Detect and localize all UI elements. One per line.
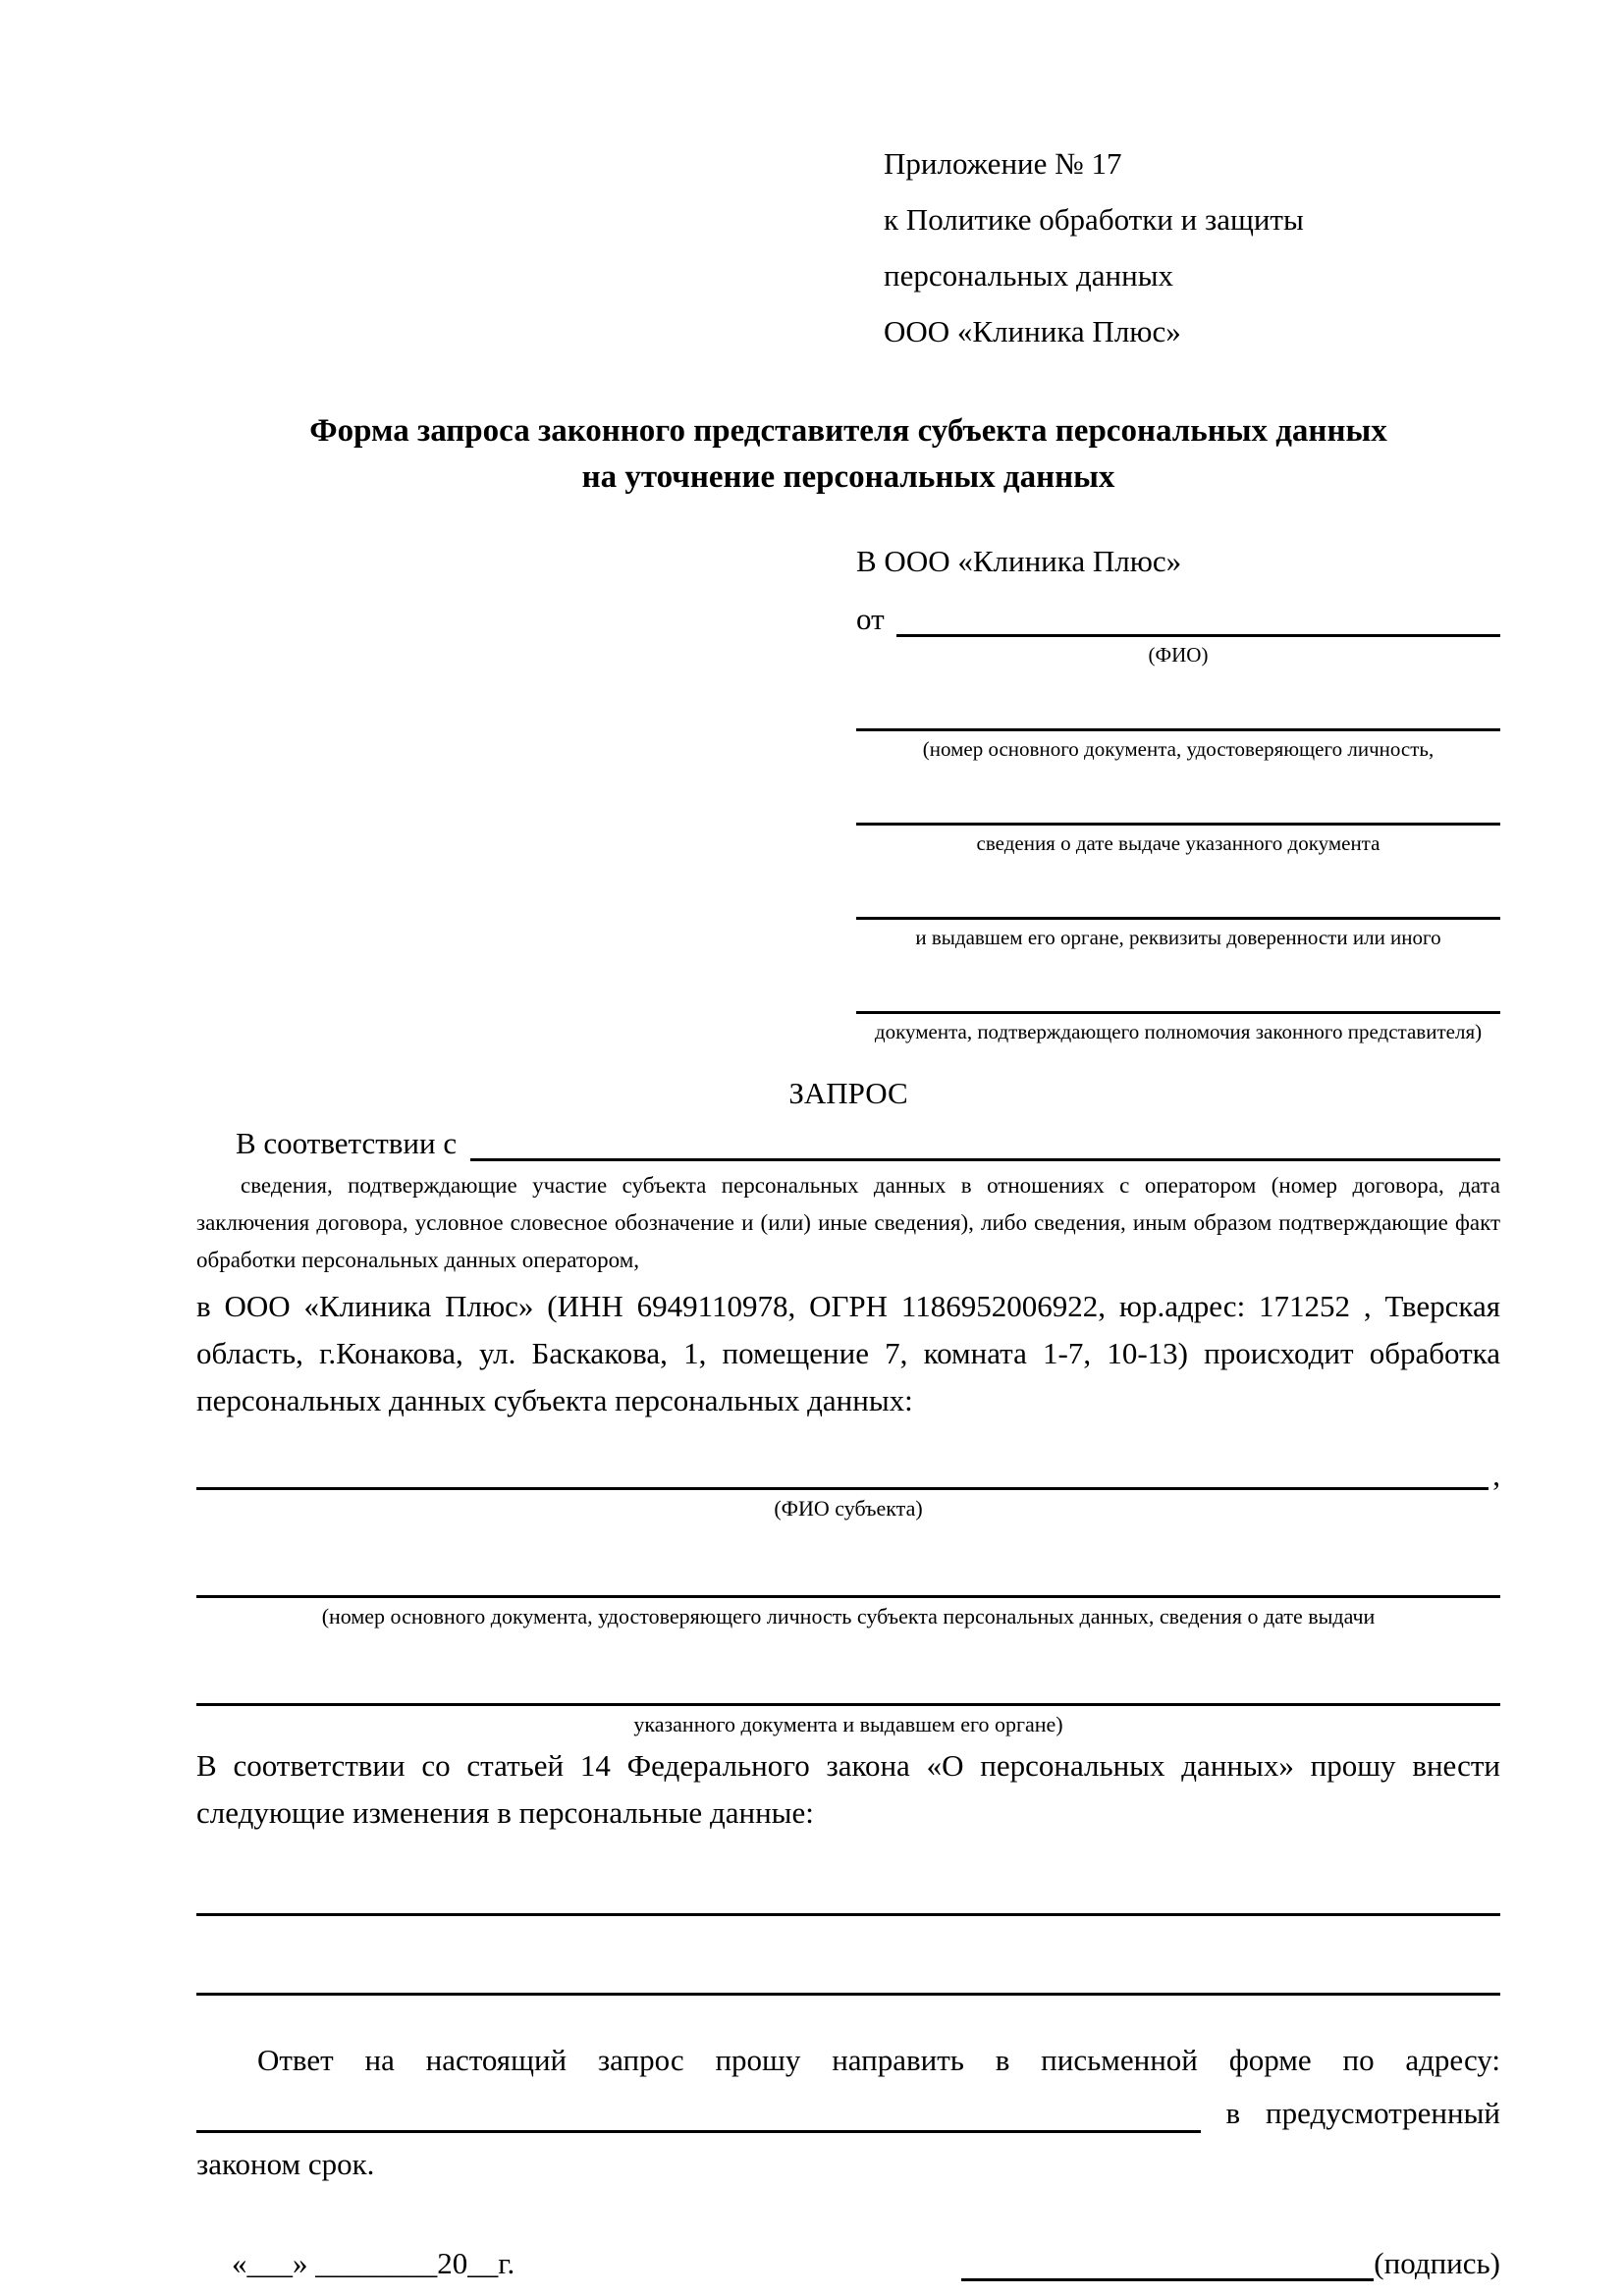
addressee-to-line: В ООО «Клиника Плюс» (856, 544, 1182, 578)
document-caption-4: документа, подтверждающего полномочия законного представителя) (874, 1020, 1483, 1043)
operator-paragraph: в ООО «Клиника Плюс» (ИНН 6949110978, ОГРН 1186952006922, юр.адрес: 171252 , Тверская область, г.Конакова, ул. Баскакова, 1, помещение 7, комната 1-7, 10-13) происходит обработка персональных данных субъекта персональных данных: (196, 1289, 1500, 1417)
changes-blank-line-2 (196, 1967, 1500, 1996)
reply-paragraph: Ответ на настоящий запрос прошу направить в письменной форме по адресу: (257, 2043, 1500, 2077)
subject-fio-caption: (ФИО субъекта) (774, 1496, 923, 1521)
issue-date-blank-line (856, 797, 1500, 826)
appendix-header (884, 135, 1500, 359)
appendix-header-line: Приложение № 17 (884, 146, 1122, 181)
law-paragraph: В соответствии со статьей 14 Федерального закона «О персональных данных» прошу внести следующие изменения в персональные данные: (196, 1748, 1500, 1830)
form-title-line-1: Форма запроса законного представителя субъекта персональных данных (309, 413, 1387, 449)
form-title (196, 408, 1500, 501)
subject-fio-blank-line (196, 1454, 1489, 1490)
document-caption-1: (номер основного документа, удостоверяющего личность, (922, 737, 1435, 761)
subject-document-blank-line-2 (196, 1678, 1500, 1706)
document-caption-3: и выдавшем его органе, реквизиты доверенности или иного (915, 926, 1441, 949)
request-heading: ЗАПРОС (788, 1076, 908, 1110)
from-label: от (856, 602, 885, 636)
appendix-header-line: персональных данных (884, 258, 1174, 293)
reply-address-blank-line (196, 2097, 1201, 2133)
reply-word-term: предусмотренный (1266, 2096, 1500, 2130)
appendix-header-line: ООО «Клиника Плюс» (884, 314, 1181, 348)
reply-word-v: в (1225, 2096, 1241, 2130)
intro-label: В соответствии с (236, 1126, 458, 1160)
closing-line: законом срок. (196, 2147, 375, 2181)
changes-blank-line-1 (196, 1888, 1500, 1916)
subject-document-caption-1: (номер основного документа, удостоверяющего личность субъекта персональных данных, сведения о дате выдачи (321, 1604, 1376, 1629)
subject-fio-comma: , (1492, 1458, 1500, 1492)
addressee-block (856, 542, 1500, 1044)
document-caption-2: сведения о дате выдаче указанного документа (976, 831, 1380, 855)
reply-address-row (196, 2094, 1500, 2133)
document-number-blank-line (856, 703, 1500, 731)
signature-blank-line (961, 2245, 1374, 2281)
addressee-from-row (856, 601, 1500, 637)
appendix-header-line: к Политике обработки и защиты (884, 202, 1304, 237)
signature-caption: (подпись) (1374, 2246, 1500, 2280)
intro-row (196, 1125, 1500, 1161)
subject-fio-row (196, 1454, 1500, 1490)
date-signature-row (196, 2245, 1500, 2281)
from-blank-line (896, 601, 1500, 637)
subject-document-blank-line-1 (196, 1570, 1500, 1598)
form-title-line-2: на уточнение персональных данных (581, 459, 1115, 495)
representative-authority-blank-line (856, 986, 1500, 1014)
intro-footnote: сведения, подтверждающие участие субъекта персональных данных в отношениях с оператором (номер договора, дата заключения договора, условное словесное обозначение и (или) иные сведения), либо сведения, иным образом подтверждающие факт обработки персональных данных оператором, (196, 1173, 1500, 1272)
date-line: «___» ________20__г. (232, 2246, 515, 2280)
signature-cell (961, 2245, 1500, 2281)
fio-caption: (ФИО) (1148, 643, 1209, 667)
issuing-authority-blank-line (856, 891, 1500, 920)
intro-blank-line (470, 1125, 1500, 1161)
subject-document-caption-2: указанного документа и выдавшем его органе) (633, 1712, 1063, 1736)
